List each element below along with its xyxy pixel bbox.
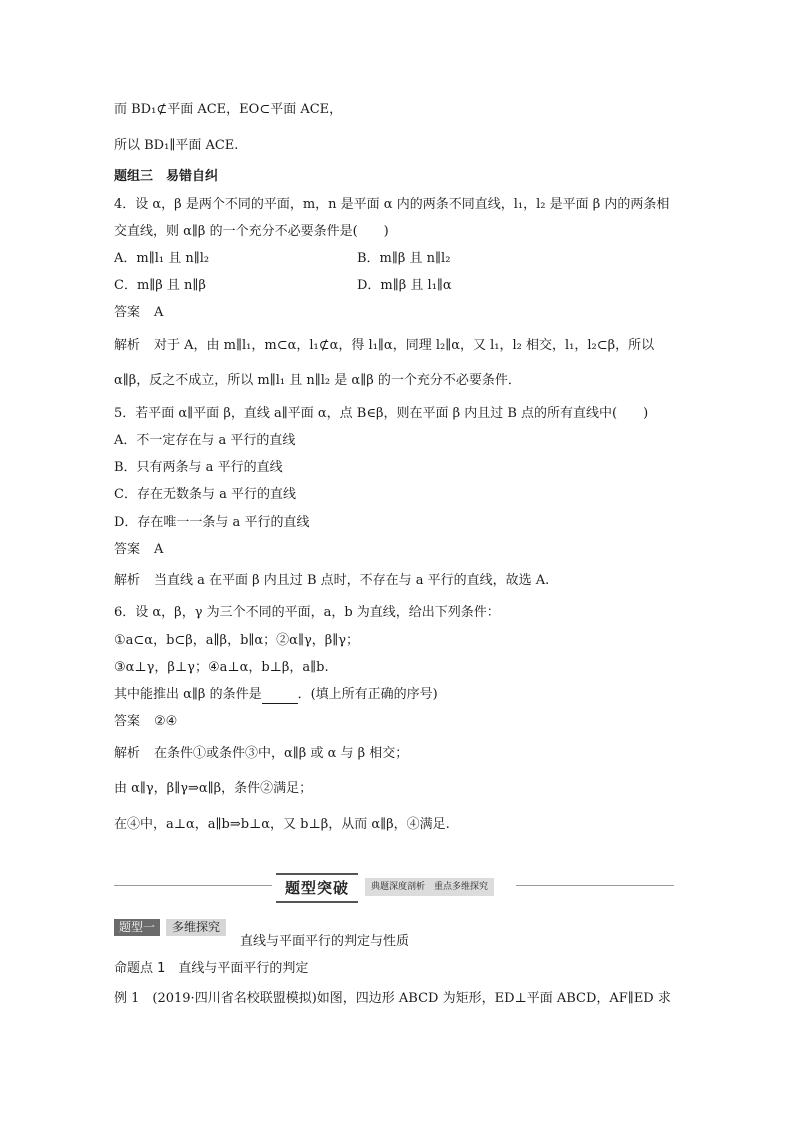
q5-analysis — [114, 572, 549, 590]
analysis-text: 当直线 a 在平面 β 内且过 B 点时，不存在与 a 平行的直线，故选 A. — [154, 573, 550, 588]
q5-option-a: A．不一定存在与 a 平行的直线 — [114, 433, 296, 448]
answer-value: A — [154, 305, 164, 320]
topic-tag-secondary: 多维探究 — [166, 919, 226, 936]
analysis-text: 对于 A，由 m∥l₁，m⊂α，l₁⊄α，得 l₁∥α，同理 l₂∥α，又 l₁，l₂ 相交，l₁，l₂⊂β，所以 — [154, 338, 655, 353]
question-text: 其中能推出 α∥β 的条件是 — [114, 687, 262, 702]
q6-analysis-line3: 在④中，a⊥α，a∥b⇒b⊥α，又 b⊥β，从而 α∥β，④满足. — [114, 817, 450, 832]
analysis-label: 解析 — [114, 746, 141, 761]
answer-label: 答案 — [114, 305, 141, 320]
answer-label: 答案 — [114, 714, 141, 729]
q4-analysis-line1 — [114, 337, 654, 355]
answer-blank — [262, 690, 298, 704]
banner-rule-right — [516, 885, 674, 886]
q5-option-c: C．存在无数条与 a 平行的直线 — [114, 487, 296, 502]
question-text-post: ．(填上所有正确的序号) — [297, 687, 438, 702]
q4-answer — [114, 304, 163, 322]
q4-option-c: C．m∥β 且 n∥β — [114, 278, 206, 293]
q6-answer — [114, 713, 177, 731]
q5-option-b: B．只有两条与 a 平行的直线 — [114, 460, 283, 475]
analysis-label: 解析 — [114, 338, 141, 353]
point-1-heading: 命题点 1 直线与平面平行的判定 — [114, 961, 309, 976]
q6-conditions-2: ③α⊥γ，β⊥γ；④a⊥α，b⊥β，a∥b. — [114, 660, 329, 675]
q6-analysis-line2: 由 α∥γ，β∥γ⇒α∥β，条件②满足； — [114, 781, 313, 796]
q5-option-d: D．存在唯一一条与 a 平行的直线 — [114, 515, 310, 530]
proof-line-1: 而 BD₁⊄平面 ACE，EO⊂平面 ACE， — [114, 102, 343, 117]
q6-question — [114, 686, 438, 704]
q4-option-d: D．m∥β 且 l₁∥α — [357, 278, 452, 293]
answer-value: A — [154, 542, 164, 557]
section-title: 题型突破 — [276, 873, 358, 903]
q6-stem: 6．设 α，β，γ 为三个不同的平面，a，b 为直线，给出下列条件： — [114, 605, 500, 620]
q4-stem-line1: 4．设 α，β 是两个不同的平面，m，n 是平面 α 内的两条不同直线，l₁，l₂ 是平面 β 内的两条相 — [114, 197, 670, 212]
section-subtitle: 典题深度剖析 重点多维探究 — [365, 878, 494, 896]
q4-analysis-line2: α∥β，反之不成立，所以 m∥l₁ 且 n∥l₂ 是 α∥β 的一个充分不必要条件． — [114, 373, 521, 388]
q5-answer — [114, 541, 163, 559]
topic-title: 直线与平面平行的判定与性质 — [240, 934, 410, 949]
proof-line-2: 所以 BD₁∥平面 ACE. — [114, 138, 239, 153]
example-1: 例 1 (2019·四川省名校联盟模拟)如图，四边形 ABCD 为矩形，ED⊥平面 ABCD，AF∥ED 求 — [114, 991, 671, 1006]
analysis-label: 解析 — [114, 573, 141, 588]
analysis-text: 在条件①或条件③中，α∥β 或 α 与 β 相交； — [154, 746, 409, 761]
answer-label: 答案 — [114, 542, 141, 557]
q6-analysis-line1 — [114, 745, 408, 763]
q4-option-a: A．m∥l₁ 且 n∥l₂ — [114, 251, 210, 266]
q4-option-b: B．m∥β 且 n∥l₂ — [357, 251, 451, 266]
answer-value: ②④ — [154, 714, 178, 729]
q4-stem-line2: 交直线，则 α∥β 的一个充分不必要条件是( ) — [114, 224, 389, 239]
q6-conditions-1: ①a⊂α，b⊂β，a∥β，b∥α；②α∥γ，β∥γ； — [114, 633, 360, 648]
q5-stem: 5．若平面 α∥平面 β，直线 a∥平面 α，点 B∈β，则在平面 β 内且过 B 点的所有直线中( ) — [114, 406, 649, 421]
topic-tag: 题型一 — [114, 919, 160, 936]
banner-rule-left — [114, 885, 272, 886]
group3-heading: 题组三 易错自纠 — [114, 169, 219, 184]
